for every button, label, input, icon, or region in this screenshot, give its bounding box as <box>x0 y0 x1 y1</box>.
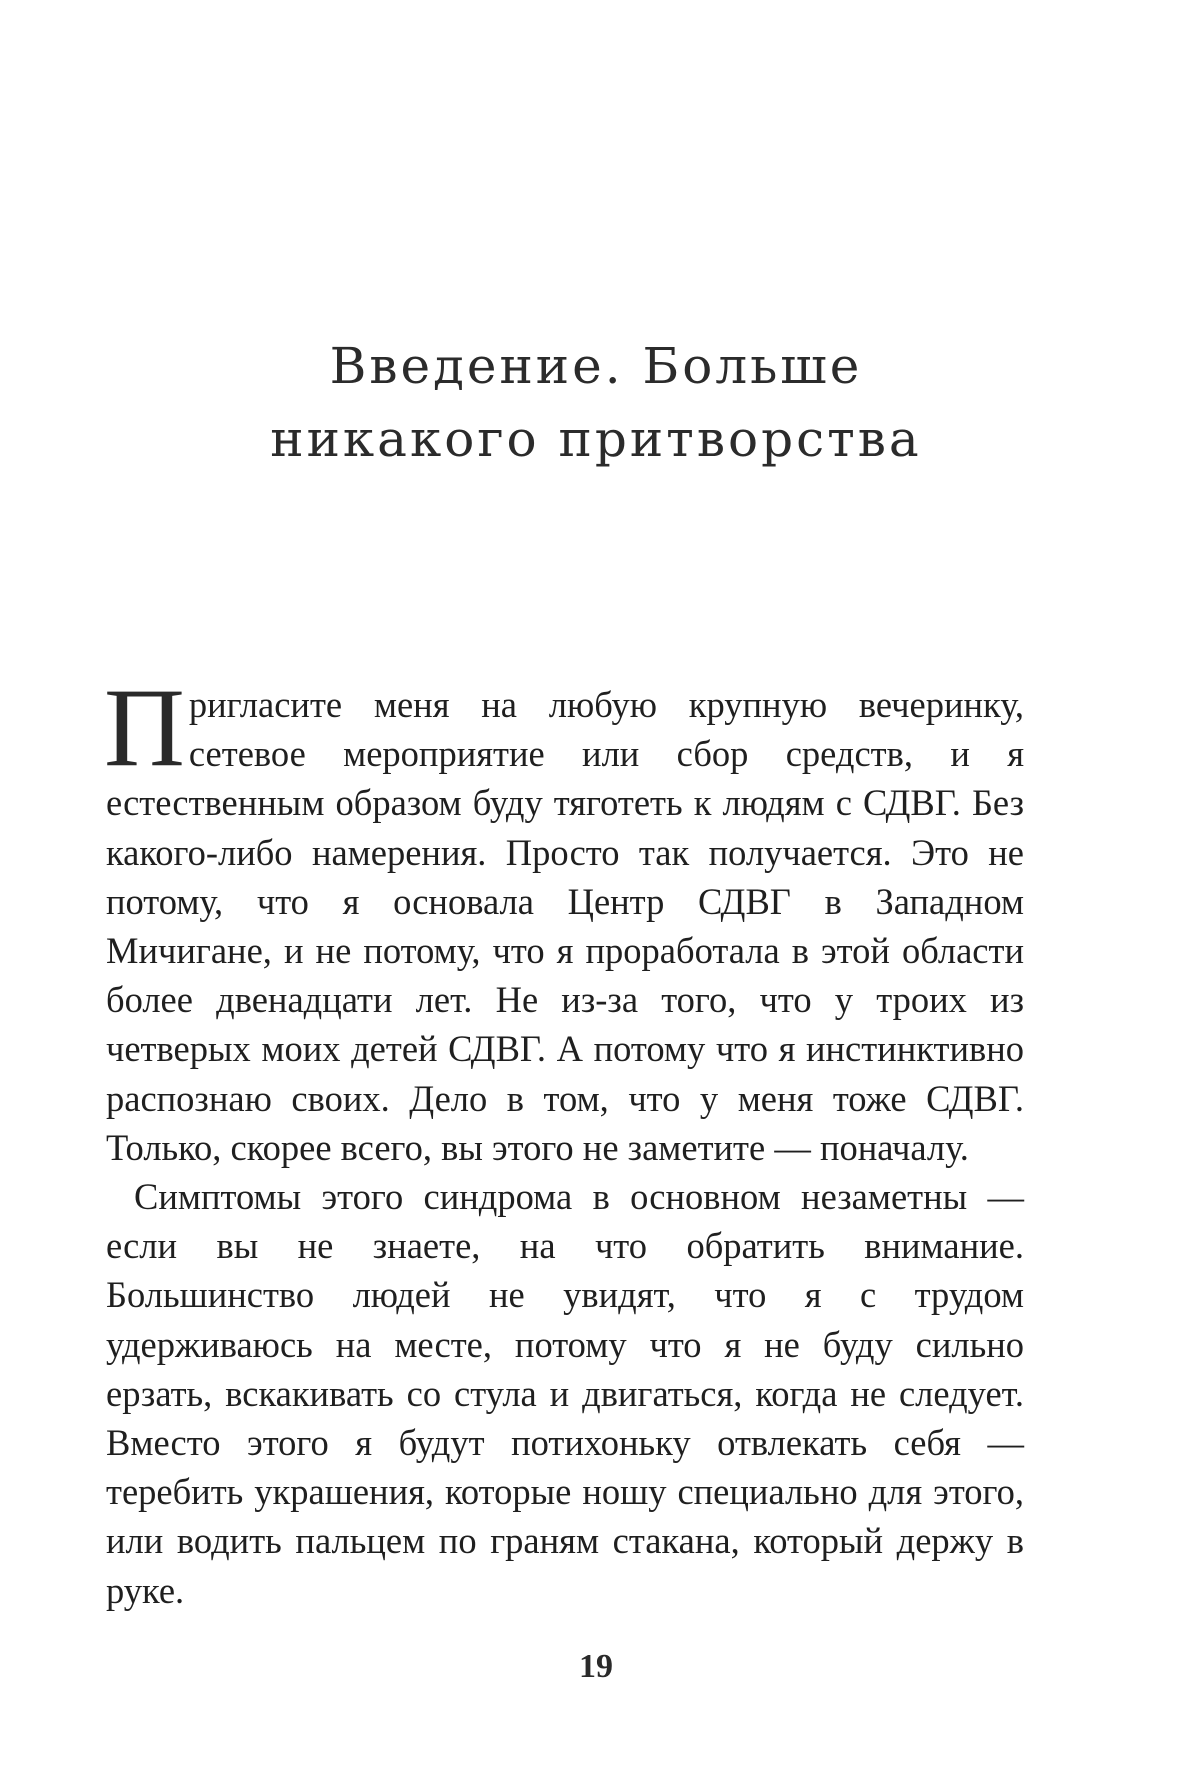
chapter-title-line-1: Введение. Больше <box>329 337 863 395</box>
drop-cap: П <box>104 666 185 790</box>
paragraph-1-text: ригласите меня на любую крупную вечеринку, сетевое мероприятие или сбор средств, и я естественным образом буду тяготеть к людям с СДВГ. Без какого-либо намерения. Просто так получается. Это не потому, что я основала Центр СДВГ в Западном Мичигане, и не потому, что я проработала в этой области более двенадцати лет. Не из-за того, что у троих из четверых моих детей СДВГ. А потому что я инстинктивно распознаю своих. Дело в том, что у меня тоже СДВГ. Только, скорее всего, вы этого не заметите — поначалу. <box>106 684 1024 1168</box>
body-text <box>104 666 1024 1615</box>
chapter-title-line-2: никакого притворства <box>270 410 922 468</box>
chapter-title <box>0 330 1192 476</box>
paragraph-1 <box>104 666 1024 1172</box>
paragraph-2-text: Симптомы этого синдрома в основном незаметны — если вы не знаете, на что обратить внимание. Большинство людей не увидят, что я с трудом удерживаюсь на месте, потому что я не буду сильно ерзать, вскакивать со стула и двигаться, когда не следует. Вместо этого я будут потихоньку отвлекать себя — теребить украшения, которые ношу специально для этого, или водить пальцем по граням стакана, который держу в руке. <box>106 1176 1024 1611</box>
page-number: 19 <box>579 1648 613 1685</box>
paragraph-2 <box>106 1172 1024 1615</box>
